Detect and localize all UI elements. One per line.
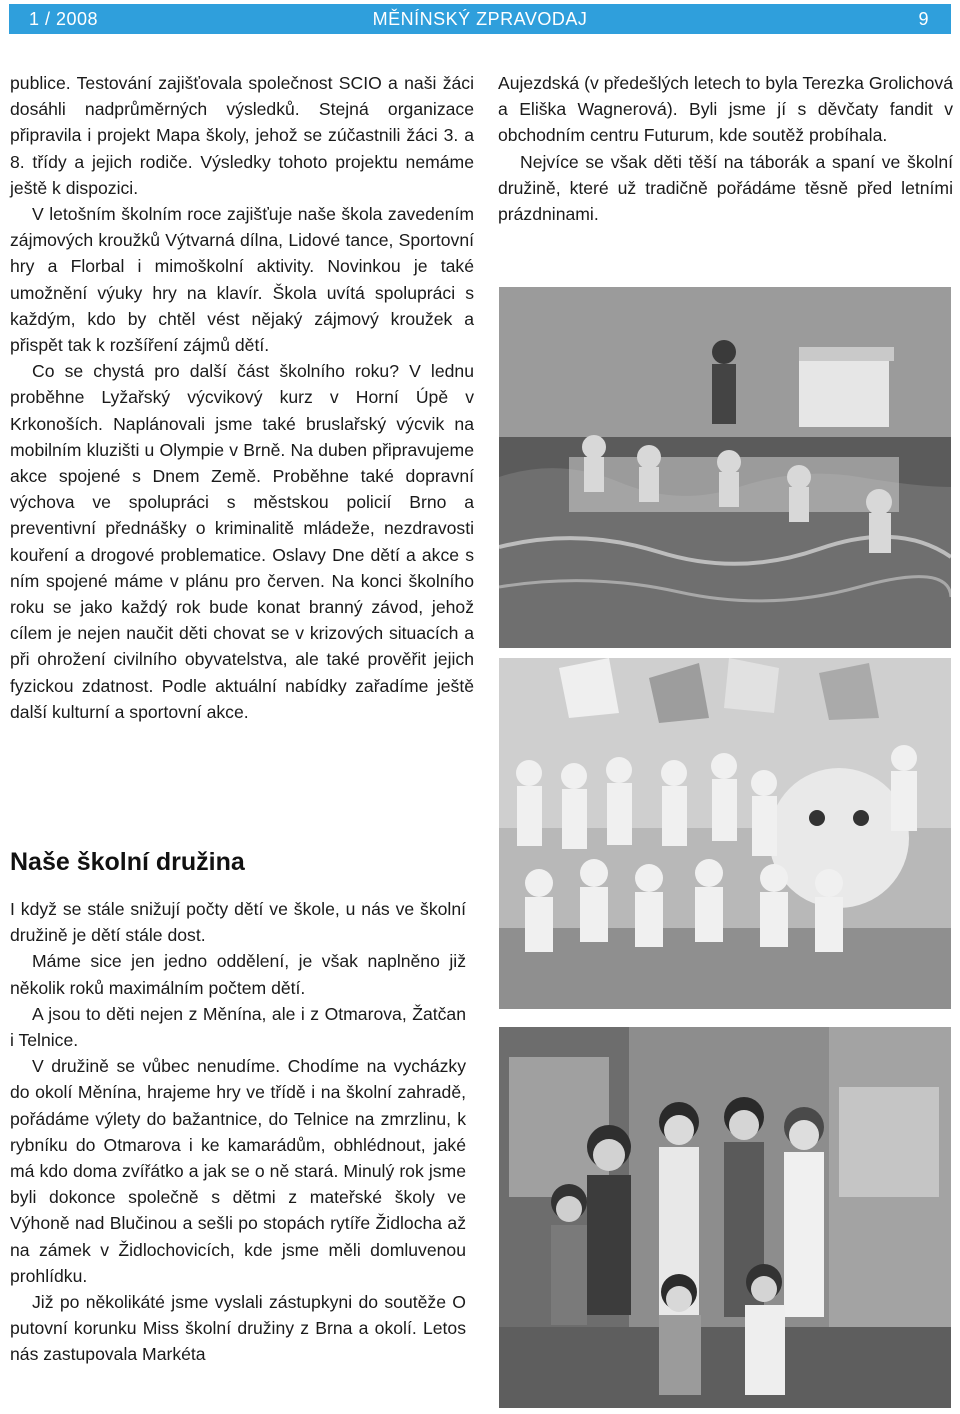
paragraph: publice. Testování zajišťovala společnost SCIO a naši žáci dosáhli nadprůměrných výsledků. Stejná organizace připravila i projekt Mapa školy, jehož se zúčastnili žáci 3. a 8. třídy a jejich rodiče. Výsledky tohoto projektu nemáme ještě k dispozici. <box>10 73 474 198</box>
page-number: 9 <box>918 8 929 29</box>
classroom-group-photo <box>499 658 951 1009</box>
article-continuation <box>10 70 474 725</box>
paragraph: V letošním školním roce zajišťuje naše škola zavedením zájmových kroužků Výtvarná dílna, Lidové tance, Sportovní hry a Florbal i mimoškolní aktivity. Novinkou je také umožnění výuky hry na klavír. Škola uvítá spolupráci s každým, kdo by chtěl vést nějaký zájmový kroužek a přispět tak k rozšíření zájmů dětí. <box>10 204 474 356</box>
magazine-title: MĚNÍNSKÝ ZPRAVODAJ <box>372 8 588 29</box>
section-heading: Naše školní družina <box>10 848 245 876</box>
paragraph: V družině se vůbec nenudíme. Chodíme na vycházky do okolí Měnína, hrajeme hry ve třídě i na školní zahradě, pořádáme výlety do bažantnice, do Telnice na zmrzlinu, k rybníku do Otmarova i ke kamarádům, obhlédnout, jaké má kdo doma zvířátko a jak se o ně stará. Minulý rok jsme byli dokonce společně s dětmi z mateřské školy ve Výhoně nad Blučinou a sešli po stopách rytíře Židlocha až na zámek v Židlochovicích, kde jsme měli domluvenou prohlídku. <box>10 1056 466 1286</box>
paragraph: A jsou to děti nejen z Měnína, ale i z Otmarova, Žatčan i Telnice. <box>10 1003 466 1051</box>
paragraph: Máme sice jen jedno oddělení, je však naplněno již několik roků maximálním počtem dětí. <box>10 951 466 998</box>
costume-group-photo <box>499 1027 951 1408</box>
paragraph: Již po několikáté jsme vyslali zástupkyni do soutěže O putovní korunku Miss školní družiny z Brna a okolí. Letos nás zastupovala Markéta <box>10 1292 466 1365</box>
paragraph: Aujezdská (v předešlých letech to byla Terezka Grolichová a Eliška Wagnerová). Byli jsme jí s děvčaty fandit v obchodním centru Futurum, kde soutěž probíhala. <box>498 73 953 146</box>
article-continuation-right <box>498 70 953 227</box>
paragraph: Co se chystá pro další část školního roku? V lednu proběhne Lyžařský výcvikový kurz v Horní Úpě v Krkonoších. Naplánovali jsme také bruslařský výcvik na mobilním kluzišti u Olympie v Brně. Na duben připravujeme akce spojené s Dnem Země. Proběhne také dopravní výchova ve spolupráci s městskou policií Brno a preventivní přednášky o kriminalitě mládeže, nezdravosti kouření a drogové problematice. Oslavy Dne dětí a akce s ním spojené máme v plánu pro červen. Na konci školního roku se jako každý rok bude konat branný závod, jehož cílem je nejen naučit děti chovat se v krizových situacích a při ohrožení civilního obyvatelstva, ale také prověřit jejich fyzickou zdatnost. Podle aktuální nabídky zařadíme ještě další kulturní a sportovní akce. <box>10 361 474 722</box>
after-school-club-article <box>10 896 466 1368</box>
paragraph: I když se stále snižují počty dětí ve škole, u nás ve školní družině je dětí stále dost. <box>10 899 466 946</box>
pool-photo <box>499 287 951 648</box>
paragraph: Nejvíce se však děti těší na táborák a spaní ve školní družině, které už tradičně pořádáme těsně před letními prázdninami. <box>498 151 953 225</box>
page-header <box>9 4 951 34</box>
issue-number: 1 / 2008 <box>29 8 99 29</box>
